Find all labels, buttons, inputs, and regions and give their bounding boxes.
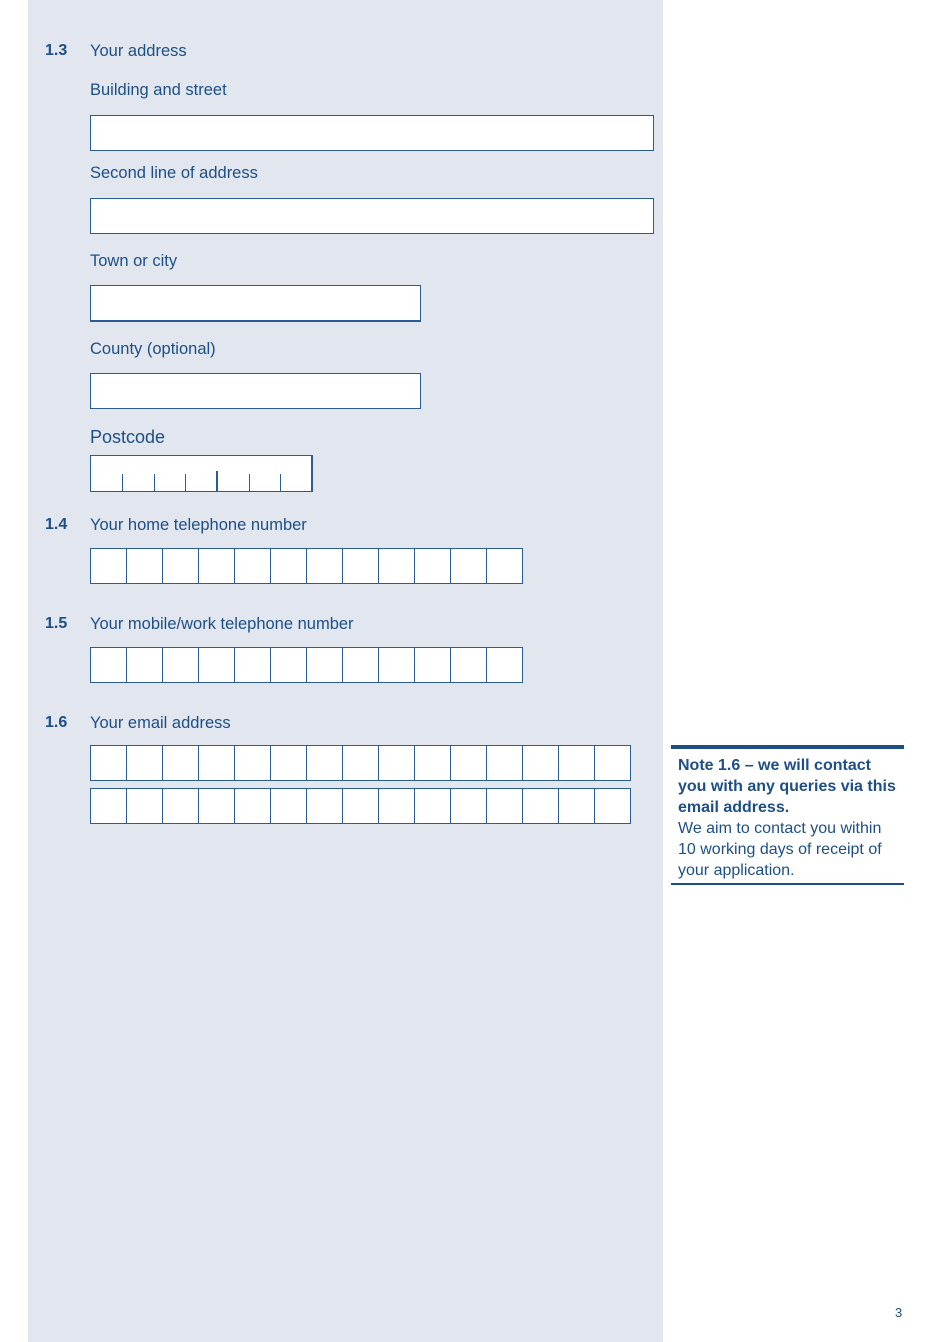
email-boxes-row-1[interactable] (90, 745, 631, 781)
email-char-box[interactable] (199, 746, 235, 780)
mobile-phone-digit-box[interactable] (307, 648, 343, 682)
mobile-phone-digit-box[interactable] (343, 648, 379, 682)
home-phone-digit-box[interactable] (199, 549, 235, 583)
email-boxes-row-2[interactable] (90, 788, 631, 824)
home-phone-digit-box[interactable] (487, 549, 523, 583)
home-phone-digit-box[interactable] (307, 549, 343, 583)
question-title-home-phone: Your home telephone number (90, 516, 307, 534)
postcode-divider (280, 474, 281, 491)
email-char-box[interactable] (199, 789, 235, 823)
home-phone-digit-box[interactable] (379, 549, 415, 583)
mobile-phone-boxes[interactable] (90, 647, 523, 683)
home-phone-digit-box[interactable] (451, 549, 487, 583)
mobile-phone-digit-box[interactable] (487, 648, 523, 682)
home-phone-digit-box[interactable] (271, 549, 307, 583)
home-phone-digit-box[interactable] (163, 549, 199, 583)
postcode-divider (154, 474, 155, 491)
email-char-box[interactable] (415, 789, 451, 823)
home-phone-digit-box[interactable] (127, 549, 163, 583)
home-phone-boxes[interactable] (90, 548, 523, 584)
town-city-input[interactable] (91, 286, 420, 320)
mobile-phone-digit-box[interactable] (199, 648, 235, 682)
mobile-phone-digit-box[interactable] (379, 648, 415, 682)
mobile-phone-digit-box[interactable] (415, 648, 451, 682)
email-char-box[interactable] (343, 789, 379, 823)
question-title-address: Your address (90, 42, 187, 60)
postcode-divider (122, 474, 123, 491)
postcode-divider (216, 471, 218, 491)
building-street-field[interactable] (90, 115, 654, 151)
note-body: We aim to contact you within 10 working days of receipt of your application. (678, 820, 882, 879)
second-line-field[interactable] (90, 198, 654, 234)
email-char-box[interactable] (127, 789, 163, 823)
email-char-box[interactable] (235, 746, 271, 780)
postcode-divider (249, 474, 250, 491)
county-label: County (optional) (90, 340, 216, 358)
home-phone-digit-box[interactable] (343, 549, 379, 583)
page-number: 3 (895, 1305, 903, 1320)
mobile-phone-digit-box[interactable] (271, 648, 307, 682)
email-char-box[interactable] (271, 746, 307, 780)
email-char-box[interactable] (271, 789, 307, 823)
email-char-box[interactable] (559, 746, 595, 780)
email-char-box[interactable] (163, 789, 199, 823)
email-char-box[interactable] (379, 746, 415, 780)
home-phone-digit-box[interactable] (235, 549, 271, 583)
email-char-box[interactable] (523, 789, 559, 823)
home-phone-digit-box[interactable] (415, 549, 451, 583)
question-number-1-4: 1.4 (45, 516, 68, 533)
email-char-box[interactable] (415, 746, 451, 780)
email-char-box[interactable] (163, 746, 199, 780)
postcode-field[interactable] (90, 455, 313, 492)
email-char-box[interactable] (559, 789, 595, 823)
question-title-email: Your email address (90, 714, 231, 732)
county-field[interactable] (90, 373, 421, 409)
question-number-1-5: 1.5 (45, 615, 68, 632)
email-char-box[interactable] (235, 789, 271, 823)
postcode-divider (185, 474, 186, 491)
email-char-box[interactable] (595, 746, 631, 780)
email-char-box[interactable] (91, 789, 127, 823)
question-number-1-6: 1.6 (45, 714, 68, 731)
question-title-mobile-phone: Your mobile/work telephone number (90, 615, 354, 633)
home-phone-digit-box[interactable] (91, 549, 127, 583)
note-1-6 (671, 745, 904, 885)
second-line-label: Second line of address (90, 164, 258, 182)
email-char-box[interactable] (91, 746, 127, 780)
email-char-box[interactable] (487, 789, 523, 823)
mobile-phone-digit-box[interactable] (451, 648, 487, 682)
building-street-input[interactable] (91, 116, 653, 150)
town-city-label: Town or city (90, 252, 178, 270)
question-number-1-3: 1.3 (45, 42, 68, 59)
postcode-label: Postcode (90, 427, 166, 447)
email-char-box[interactable] (307, 789, 343, 823)
second-line-input[interactable] (91, 199, 653, 233)
mobile-phone-digit-box[interactable] (235, 648, 271, 682)
mobile-phone-digit-box[interactable] (163, 648, 199, 682)
note-heading: Note 1.6 – we will contact you with any queries via this email address. (678, 757, 896, 816)
email-char-box[interactable] (487, 746, 523, 780)
town-city-field[interactable] (90, 285, 421, 322)
email-char-box[interactable] (343, 746, 379, 780)
county-input[interactable] (91, 374, 420, 408)
email-char-box[interactable] (379, 789, 415, 823)
email-char-box[interactable] (451, 789, 487, 823)
email-char-box[interactable] (127, 746, 163, 780)
email-char-box[interactable] (307, 746, 343, 780)
email-char-box[interactable] (451, 746, 487, 780)
mobile-phone-digit-box[interactable] (91, 648, 127, 682)
email-char-box[interactable] (523, 746, 559, 780)
email-char-box[interactable] (595, 789, 631, 823)
mobile-phone-digit-box[interactable] (127, 648, 163, 682)
building-street-label: Building and street (90, 81, 227, 99)
